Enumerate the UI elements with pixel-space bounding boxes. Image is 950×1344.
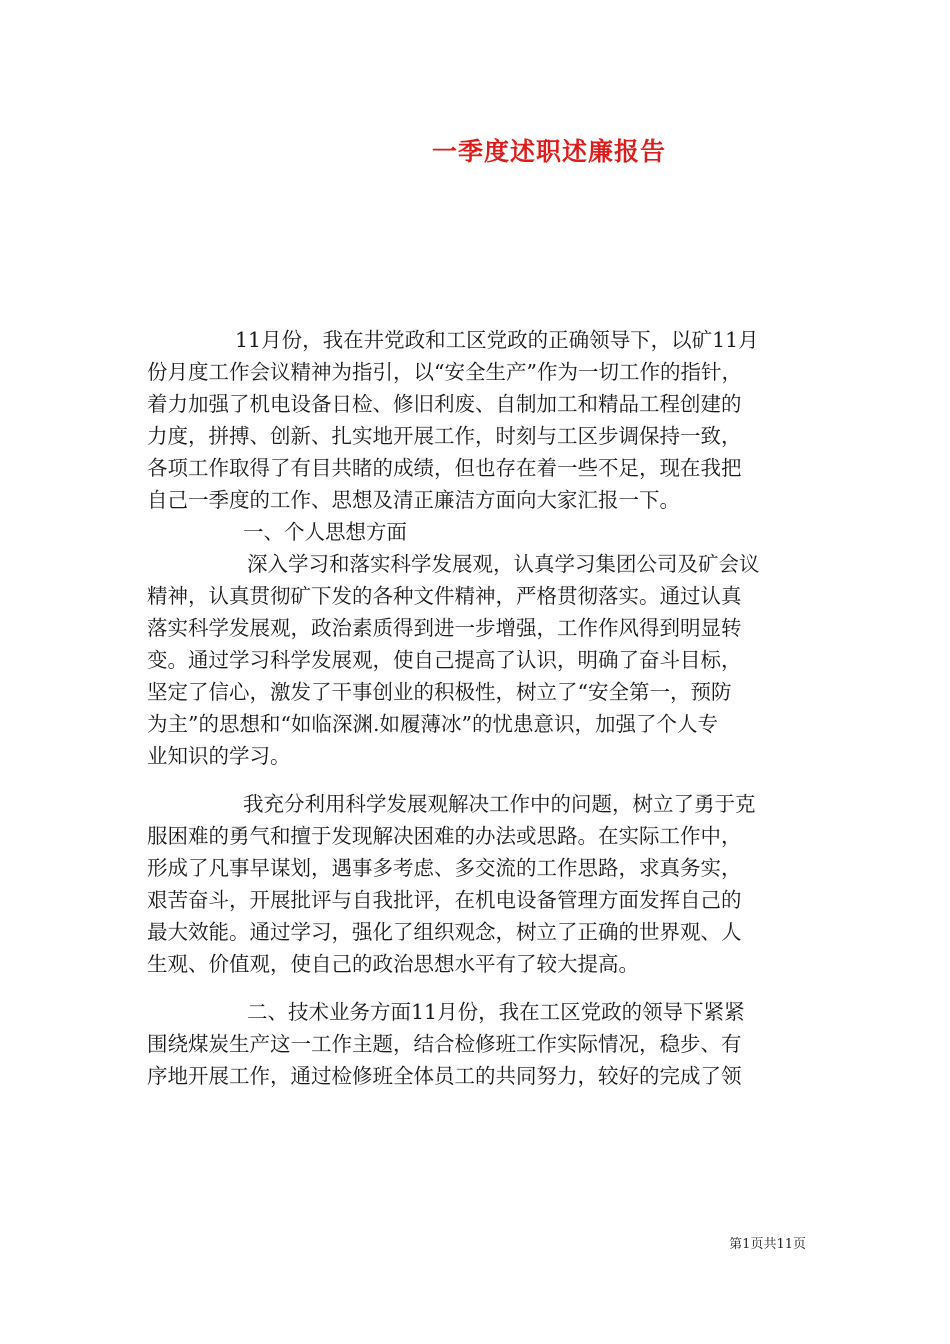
text-line: 生观、价值观，使自己的政治思想水平有了较大提高。 xyxy=(147,952,639,976)
text-line: 我充分利用科学发展观解决工作中的问题，树立了勇于克 xyxy=(243,792,756,816)
document-title: 一季度述职述廉报告 xyxy=(431,137,666,166)
paragraph-gap xyxy=(147,772,807,788)
text-line: 坚定了信心，激发了干事创业的积极性，树立了“安全第一，预防 xyxy=(147,680,732,704)
text-line: 份月度工作会议精神为指引，以“安全生产”作为一切工作的指针， xyxy=(147,360,742,384)
text-line: 各项工作取得了有目共睹的成绩，但也存在着一些不足，现在我把 xyxy=(147,456,742,480)
text-line: 一、个人思想方面 xyxy=(243,520,407,544)
text-line: 精神，认真贯彻矿下发的各种文件精神，严格贯彻落实。通过认真 xyxy=(147,584,742,608)
text-line: 业知识的学习。 xyxy=(147,744,291,768)
text-line: 为主”的思想和“如临深渊.如履薄冰”的忧患意识，加强了个人专 xyxy=(147,712,718,736)
text-line: 着力加强了机电设备日检、修旧利废、自制加工和精品工程创建的 xyxy=(147,392,742,416)
text-line: 最大效能。通过学习，强化了组织观念，树立了正确的世界观、人 xyxy=(147,920,742,944)
text-line: 围绕煤炭生产这一工作主题，结合检修班工作实际情况，稳步、有 xyxy=(147,1032,742,1056)
text-line: 二、技术业务方面11月份，我在工区党政的领导下紧紧 xyxy=(247,1000,745,1024)
text-line: 序地开展工作，通过检修班全体员工的共同努力，较好的完成了领 xyxy=(147,1064,742,1088)
text-line: 自己一季度的工作、思想及清正廉洁方面向大家汇报一下。 xyxy=(147,488,680,512)
text-line: 力度，拼搏、创新、扎实地开展工作，时刻与工区步调保持一致， xyxy=(147,424,742,448)
document-body xyxy=(147,324,807,1092)
text-line: 深入学习和落实科学发展观，认真学习集团公司及矿会议 xyxy=(247,552,760,576)
text-line: 11月份，我在井党政和工区党政的正确领导下，以矿11月 xyxy=(235,328,759,352)
page-footer: 第1页共11页 xyxy=(729,1237,806,1252)
text-line: 艰苦奋斗，开展批评与自我批评，在机电设备管理方面发挥自己的 xyxy=(147,888,742,912)
text-line: 落实科学发展观，政治素质得到进一步增强，工作作风得到明显转 xyxy=(147,616,742,640)
text-line: 服困难的勇气和擅于发现解决困难的办法或思路。在实际工作中， xyxy=(147,824,742,848)
paragraph-gap xyxy=(147,980,807,996)
text-line: 形成了凡事早谋划，遇事多考虑、多交流的工作思路，求真务实， xyxy=(147,856,742,880)
text-line: 变。通过学习科学发展观，使自己提高了认识，明确了奋斗目标， xyxy=(147,648,742,672)
